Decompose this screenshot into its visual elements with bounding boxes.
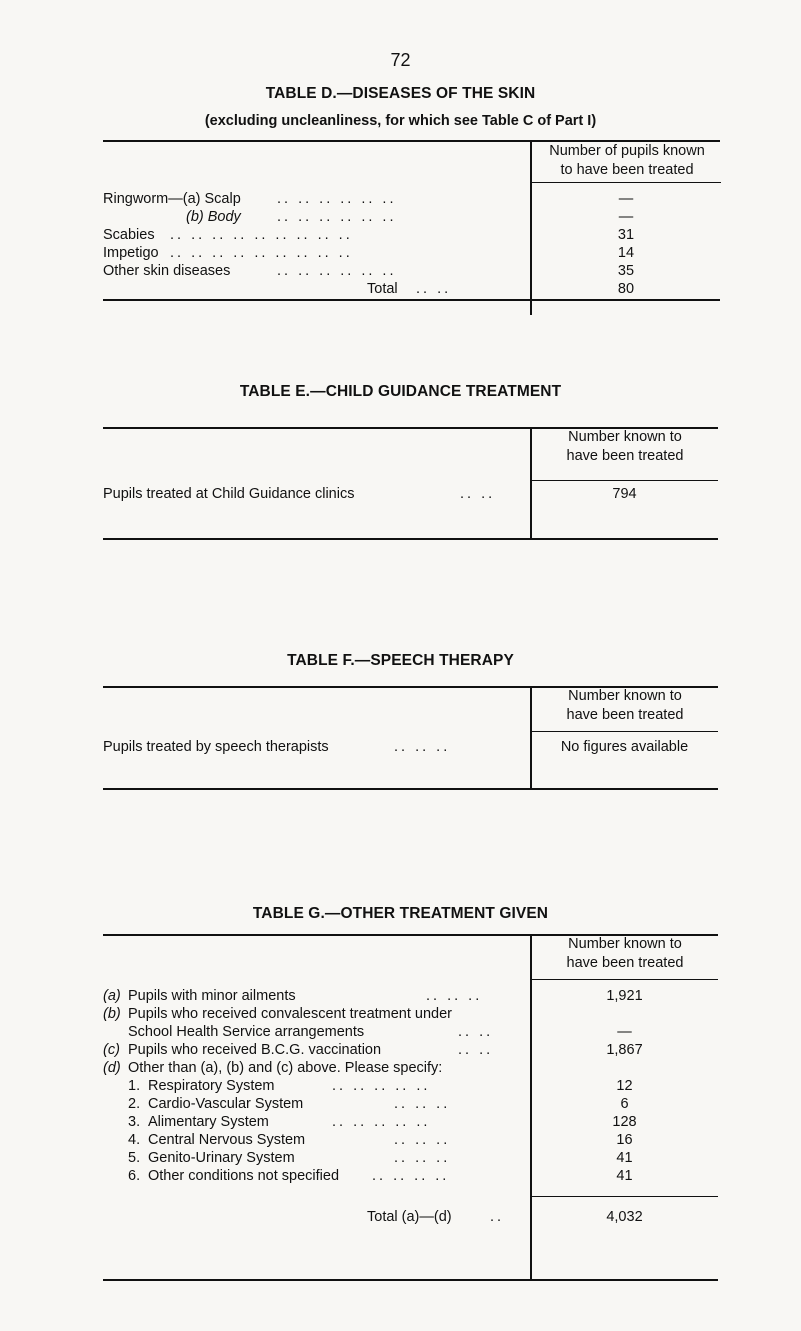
table-f-title: TABLE F.—SPEECH THERAPY	[287, 652, 514, 669]
table-d-row-value: —	[618, 191, 634, 207]
table-e-header-line1: Number known to	[568, 429, 682, 445]
table-d-row-label: (b) Body	[186, 209, 241, 225]
table-g-row-marker: 4.	[128, 1132, 141, 1148]
table-d-row-value: 31	[617, 227, 635, 243]
table-g-row-value: 128	[612, 1114, 637, 1130]
table-d-subtitle: (excluding uncleanliness, for which see Table C of Part I)	[204, 113, 597, 129]
dot-leader: .. .. .. .. .. ..	[277, 263, 397, 279]
table-d-header-line1: Number of pupils known	[549, 143, 705, 159]
table-e-header-rule	[531, 480, 718, 481]
table-d-bottom-rule	[103, 299, 720, 301]
table-g-row-marker: (c)	[103, 1042, 120, 1058]
table-g-row-label: Pupils with minor ailments	[128, 988, 296, 1004]
dot-leader: .. .. ..	[426, 988, 483, 1004]
table-f-header-rule	[531, 731, 718, 732]
table-f-column-header	[532, 687, 718, 725]
dot-leader: .. .. ..	[394, 1150, 451, 1166]
table-g-row-label: School Health Service arrangements	[128, 1024, 365, 1040]
table-d-row-label: Scabies	[103, 227, 155, 243]
table-e-row-value: 794	[612, 486, 637, 502]
table-e-column-header	[532, 428, 718, 466]
table-d-column-header	[532, 142, 722, 180]
table-f-row-value: No figures available	[560, 739, 689, 755]
table-d-row-value: —	[618, 209, 634, 225]
table-g-row-value: —	[617, 1024, 632, 1040]
table-d-row-value: 14	[617, 245, 635, 261]
table-g-total-value: 4,032	[606, 1209, 643, 1225]
table-g-row-marker: 6.	[128, 1168, 141, 1184]
table-g-title: TABLE G.—OTHER TREATMENT GIVEN	[252, 905, 549, 922]
table-g-row-marker: (b)	[103, 1006, 121, 1022]
table-g-row-marker: (d)	[103, 1060, 121, 1076]
dot-leader: .. ..	[458, 1042, 494, 1058]
table-g-row-label: Alimentary System	[148, 1114, 269, 1130]
table-f-header-line1: Number known to	[568, 688, 682, 704]
table-e-title: TABLE E.—CHILD GUIDANCE TREATMENT	[239, 383, 562, 400]
table-g-row-marker: 2.	[128, 1096, 141, 1112]
table-g-column-header	[532, 935, 718, 973]
table-g-row-label: Other conditions not specified	[148, 1168, 340, 1184]
table-d-header-rule	[531, 182, 721, 183]
table-d-row-label: Ringworm—(a) Scalp	[103, 191, 241, 207]
table-g-row-label: Central Nervous System	[148, 1132, 306, 1148]
table-g-row-marker: 1.	[128, 1078, 141, 1094]
table-g-header-line2: have been treated	[566, 955, 684, 971]
table-g-total-rule	[531, 1196, 718, 1197]
table-g-row-label: Cardio-Vascular System	[148, 1096, 304, 1112]
table-g-row-label: Pupils who received convalescent treatment under	[128, 1006, 453, 1022]
table-d-total-value: 80	[617, 281, 635, 297]
dot-leader: .. ..	[416, 281, 452, 297]
table-f-header-line2: have been treated	[566, 707, 684, 723]
table-g-row-label: Other than (a), (b) and (c) above. Please specify:	[128, 1060, 443, 1076]
dot-leader: ..	[490, 1209, 505, 1225]
page-number: 72	[390, 50, 411, 70]
table-g-row-value: 41	[616, 1168, 633, 1184]
dot-leader: .. .. ..	[394, 739, 451, 755]
table-g-row-marker: 5.	[128, 1150, 141, 1166]
table-g-column-divider-lower	[530, 1176, 532, 1280]
dot-leader: .. .. .. .. .. ..	[277, 191, 397, 207]
table-f-bottom-rule	[103, 788, 718, 790]
table-g-row-value: 12	[616, 1078, 633, 1094]
table-g-row-value: 41	[616, 1150, 633, 1166]
table-g-bottom-rule	[103, 1279, 718, 1281]
table-g-row-value: 16	[616, 1132, 633, 1148]
table-d-total-label: Total	[367, 281, 398, 297]
table-d-row-label: Impetigo	[103, 245, 159, 261]
table-d-row-value: 35	[617, 263, 635, 279]
dot-leader: .. .. .. .. ..	[332, 1078, 431, 1094]
dot-leader: .. .. .. .. .. .. .. .. ..	[170, 227, 353, 243]
table-g-row-label: Genito-Urinary System	[148, 1150, 295, 1166]
table-e-header-line2: have been treated	[566, 448, 684, 464]
table-g-row-value: 6	[620, 1096, 629, 1112]
table-d-header-line2: to have been treated	[560, 162, 694, 178]
table-d-row-label: Other skin diseases	[103, 263, 231, 279]
dot-leader: .. .. .. ..	[372, 1168, 450, 1184]
table-d-title: TABLE D.—DISEASES OF THE SKIN	[265, 85, 536, 102]
table-g-row-label: Respiratory System	[148, 1078, 275, 1094]
table-g-row-label: Pupils who received B.C.G. vaccination	[128, 1042, 382, 1058]
table-f-row-label: Pupils treated by speech therapists	[103, 739, 329, 755]
dot-leader: .. .. .. .. .. .. .. .. ..	[170, 245, 353, 261]
table-g-row-marker: 3.	[128, 1114, 141, 1130]
dot-leader: .. ..	[460, 486, 496, 502]
table-e-row-label: Pupils treated at Child Guidance clinics	[103, 486, 355, 502]
dot-leader: .. .. .. .. .. ..	[277, 209, 397, 225]
dot-leader: .. .. ..	[394, 1132, 451, 1148]
table-g-total-label: Total (a)—(d)	[367, 1209, 452, 1225]
dot-leader: .. .. .. .. ..	[332, 1114, 431, 1130]
table-g-row-marker: (a)	[103, 988, 121, 1004]
table-g-header-line1: Number known to	[568, 936, 682, 952]
table-e-bottom-rule	[103, 538, 718, 540]
table-g-header-rule	[531, 979, 718, 980]
dot-leader: .. .. ..	[394, 1096, 451, 1112]
table-g-row-value: 1,921	[606, 988, 643, 1004]
dot-leader: .. ..	[458, 1024, 494, 1040]
table-g-row-value: 1,867	[606, 1042, 643, 1058]
